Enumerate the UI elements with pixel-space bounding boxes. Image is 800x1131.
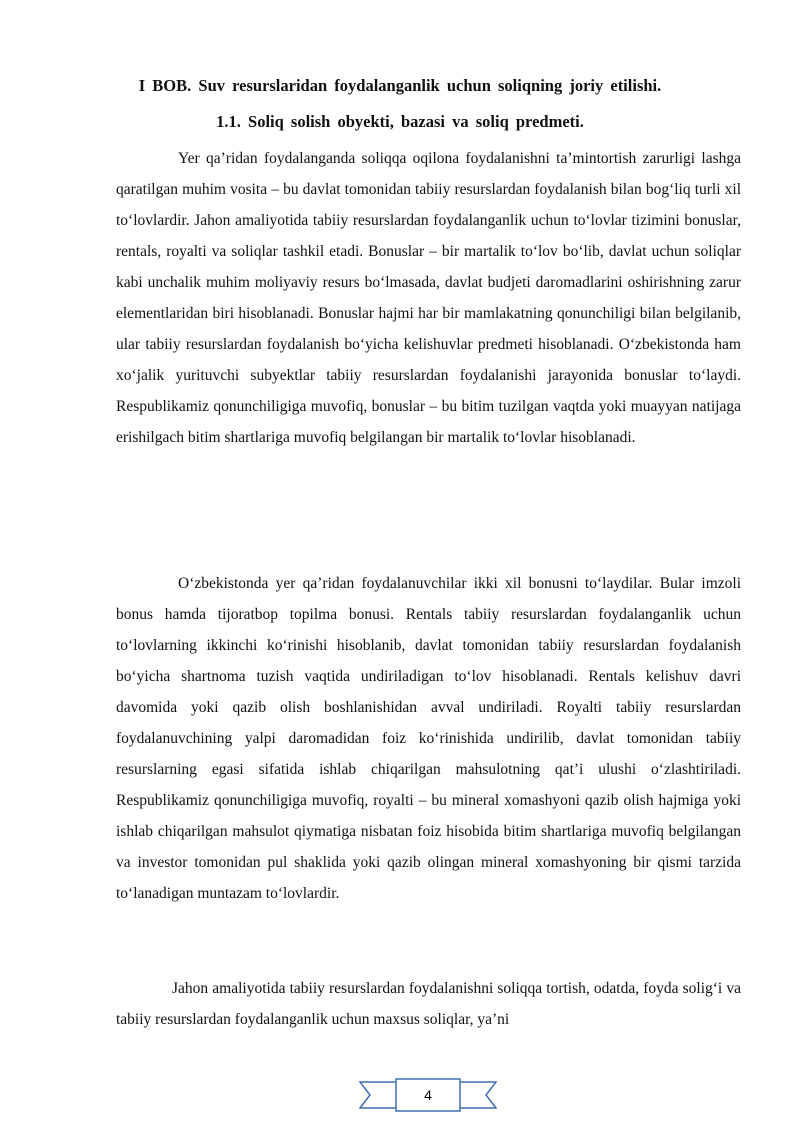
page-number-footer — [358, 1078, 498, 1112]
paragraph-2: O‘zbekistonda yer qa’ridan foydalanuvchilar ikki xil bonusni to‘laydilar. Bular imzoli bonus hamda tijoratbop topilma bonusi. Rentals tabiiy resurslardan foydalanganlik uchun to‘lovlarning ikkinchi ko‘rinishi hisoblanib, davlat tomonidan tabiiy resurslardan foydalanish bo‘yicha shartnoma tuzish vaqtida undiriladigan to‘lov hisoblanadi. Rentals kelishuv davri davomida yoki qazib olish boshlanishidan avval undiriladi. Royalti tabiiy resurslardan foydalanuvchining yalpi daromadidan foiz ko‘rinishida undirilib, davlat tomonidan tabiiy resurslarning egasi sifatida ishlab chiqarilgan mahsulotning qat’i ulushi o‘zlashtiriladi. Respublikamiz qonunchiligiga muvofiq, royalti – bu mineral xomashyoni qazib olish hajmiga yoki ishlab chiqarilgan mahsulot qiymatiga nisbatan foiz hisobida bitim shartlariga muvofiq belgilangan va investor tomonidan pul shaklida yoki qazib olingan mineral xomashyoning bir qismi tarzida to‘lanadigan muntazam to‘lovlardir. — [116, 575, 741, 902]
chapter-heading: I BOB. Suv resurslaridan foydalanganlik uchun soliqning joriy etilishi. — [138, 76, 662, 95]
section-heading: 1.1. Soliq solish obyekti, bazasi va soliq predmeti. — [216, 112, 584, 131]
page-number: 4 — [424, 1087, 432, 1103]
paragraph-1: Yer qa’ridan foydalanganda soliqqa oqilona foydalanishni ta’mintortish zarurligi lashga qaratilgan muhim vosita – bu davlat tomonidan tabiiy resurslardan foydalanish bilan bog‘liq turli xil to‘lovlardir. Jahon amaliyotida tabiiy resurslardan foydalanganlik uchun to‘lovlar tizimini bonuslar, rentals, royalti va soliqlar tashkil etadi. Bonuslar – bir martalik to‘lov bo‘lib, davlat uchun soliqlar kabi unchalik muhim moliyaviy resurs bo‘lmasada, davlat budjeti daromadlarini oshirishning zarur elementlaridan biri hisoblanadi. Bonuslar hajmi har bir mamlakatning qonunchiligi bilan belgilanib, ular tabiiy resurslardan foydalanish bo‘yicha kelishuvlar predmeti hisoblanadi. O‘zbekistonda ham xo‘jalik yurituvchi subyektlar tabiiy resurslardan foydalanishi jarayonida bonuslar to‘laydi. Respublikamiz qonunchiligiga muvofiq, bonuslar – bu bitim tuzilgan vaqtda yoki muayyan natijaga erishilgach bitim shartlariga muvofiq belgilangan bir martalik to‘lovlar hisoblanadi. — [116, 150, 741, 446]
paragraph-3: Jahon amaliyotida tabiiy resurslardan foydalanishni soliqqa tortish, odatda, foyda solig‘i va tabiiy resurslardan foydalanganlik uchun maxsus soliqlar, ya’ni — [116, 980, 741, 1028]
